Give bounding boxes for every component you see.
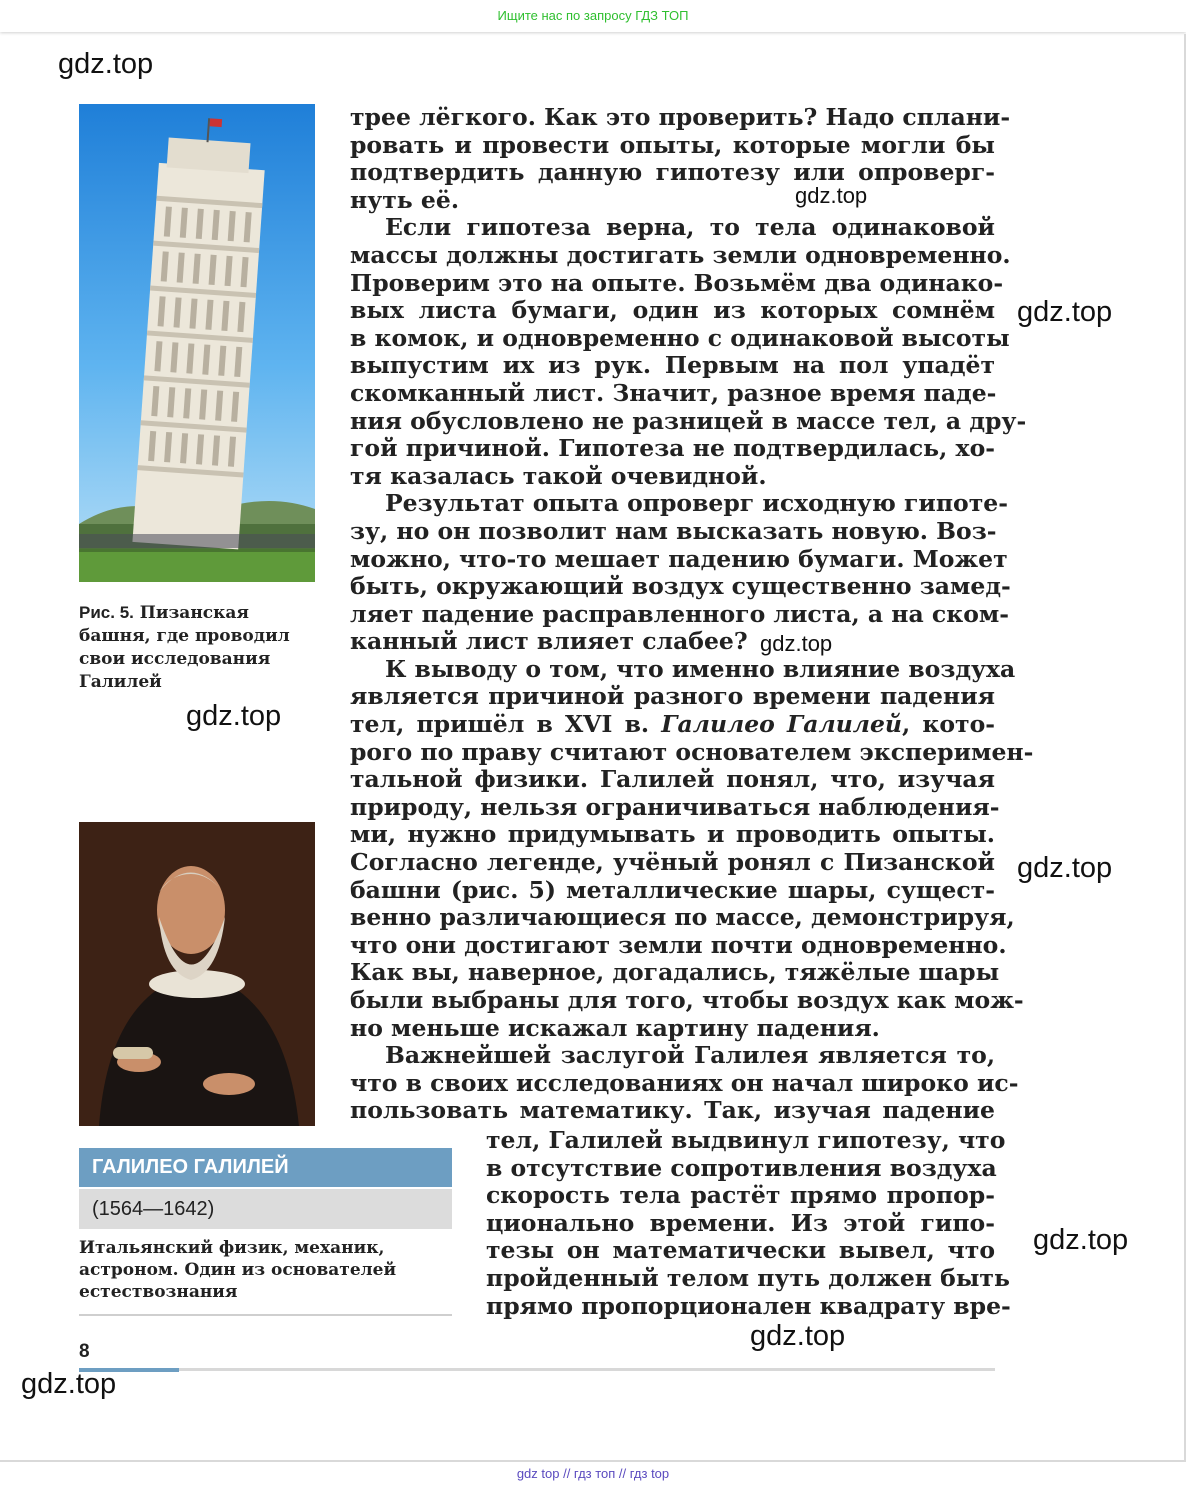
body-text-narrow [486,1126,1011,1320]
watermark: gdz.top [186,700,282,732]
caption-line-4: Галилей [79,672,162,692]
body-line: но меньше искажал картину падения. [350,1013,880,1042]
caption-line-2: башня, где проводил [79,626,290,646]
watermark: gdz.top [1017,852,1113,884]
footer-rule [79,1368,995,1371]
body-line: скомканный лист. Значит, разное время паде- [350,378,997,407]
caption-line-3: свои исследования [79,649,271,669]
body-line: Проверим это на опыте. Возьмём два одинако- [350,268,1004,297]
page-number: 8 [79,1341,90,1362]
body-line: можно, что-то мешает падению бумаги. Может [350,544,1008,573]
body-line: нуть её. [350,185,460,214]
watermark: gdz.top [1017,296,1113,328]
body-line: быть, окружающий воздух существенно замед- [350,572,1011,601]
watermark: gdz.top [21,1368,117,1400]
body-line: природу, нельзя ограничиваться наблюдения- [350,792,1000,821]
body-line: тя казалась такой очевидной. [350,461,767,490]
body-line: пользовать математику. Так, изучая падение [350,1096,995,1125]
body-line: пройденный телом путь должен быть [486,1263,1010,1292]
body-fragment: тел, пришёл в XVI в. [350,710,650,739]
body-line: К выводу о том, что именно влияние воздуха [385,654,1016,683]
body-line: трее лёгкого. Как это проверить? Надо сплани- [350,103,1011,131]
body-line: скорость тела растёт прямо пропор- [486,1181,995,1210]
body-line: тел, Галилей выдвинул гипотезу, что [486,1126,1006,1154]
bio-desc-line-1: Итальянский физик, механик, [79,1238,385,1258]
watermark: gdz.top [1033,1224,1129,1256]
body-line: что в своих исследованиях он начал широко ис- [350,1068,1019,1097]
body-line: венно различающиеся по массе, демонстрируя, [350,903,1015,932]
body-line: ровать и провести опыты, которые могли бы [350,130,995,159]
body-line: ния обусловлено не разницей в массе тел, а дру- [350,406,1027,435]
figure-caption [79,601,319,694]
body-line: в комок, и одновременно с одинаковой высоты [350,323,1010,352]
body-line: Как вы, наверное, догадались, тяжёлые шары [350,958,1000,987]
body-line: в отсутствие сопротивления воздуха [486,1153,997,1182]
body-line: тальной физики. Галилей понял, что, изучая [350,765,995,794]
body-line: Важнейшей заслугой Галилея является то, [385,1041,995,1070]
galileo-name-emphasis: Галилео Галилей [661,710,903,739]
body-line: выпустим их из рук. Первым на пол упадёт [350,351,995,380]
figure-label: Рис. 5. [79,603,134,622]
body-line: зу, но он позволит нам высказать новую. Воз- [350,516,997,545]
body-line: гой причиной. Гипотеза не подтвердилась, хо- [350,434,995,463]
bio-years: (1564—1642) [79,1189,452,1229]
body-line: вых листа бумаги, один из которых сомнём [350,296,995,325]
body-line: башни (рис. 5) металлические шары, сущест- [350,875,995,904]
bottom-banner[interactable]: gdz top // гдз топ // гдз top [516,1466,670,1481]
bio-description [79,1237,452,1303]
body-line: канный лист влияет слабее? [350,627,748,656]
bio-desc-line-3: естествознания [79,1282,238,1302]
body-line: что они достигают земли почти одновременно. [350,930,1007,959]
body-line [350,711,995,739]
body-line: рого по праву считают основателем эксперимен- [350,737,1034,766]
body-text [350,103,1034,1125]
body-line: ляет падение расправленного листа, а на ском- [350,599,1010,628]
body-line: подтвердить данную гипотезу или опроверг- [350,158,995,187]
body-line: Результат опыта опроверг исходную гипоте- [385,489,1008,518]
body-line: были выбраны для того, чтобы воздух как мож- [350,986,1024,1014]
leaning-tower-photo [79,104,315,582]
watermark: gdz.top [750,1320,846,1352]
bio-name: ГАЛИЛЕО ГАЛИЛЕЙ [79,1148,452,1187]
body-line: является причиной разного времени падения [350,682,995,711]
body-line: Если гипотеза верна, то тела одинаковой [385,213,995,242]
galileo-portrait [79,822,315,1126]
body-line: Согласно легенде, учёный ронял с Пизанской [350,848,995,877]
bio-desc-line-2: астроном. Один из основателей [79,1260,397,1280]
top-banner[interactable]: Ищите нас по запросу ГДЗ ТОП [0,0,1186,32]
body-line: тезы он математически вывел, что [486,1236,995,1265]
watermark: gdz.top [760,631,833,656]
watermark: gdz.top [58,48,154,80]
body-line: массы должны достигать земли одновременно. [350,240,1011,269]
body-line: ционально времени. Из этой гипо- [486,1208,995,1237]
body-line: ми, нужно придумывать и проводить опыты. [350,820,995,849]
caption-line-1: Пизанская [139,603,249,623]
body-line: прямо пропорционален квадрату вре- [486,1291,1011,1320]
bio-divider [79,1314,452,1316]
watermark: gdz.top [795,183,868,208]
body-fragment: , кото- [902,710,996,739]
